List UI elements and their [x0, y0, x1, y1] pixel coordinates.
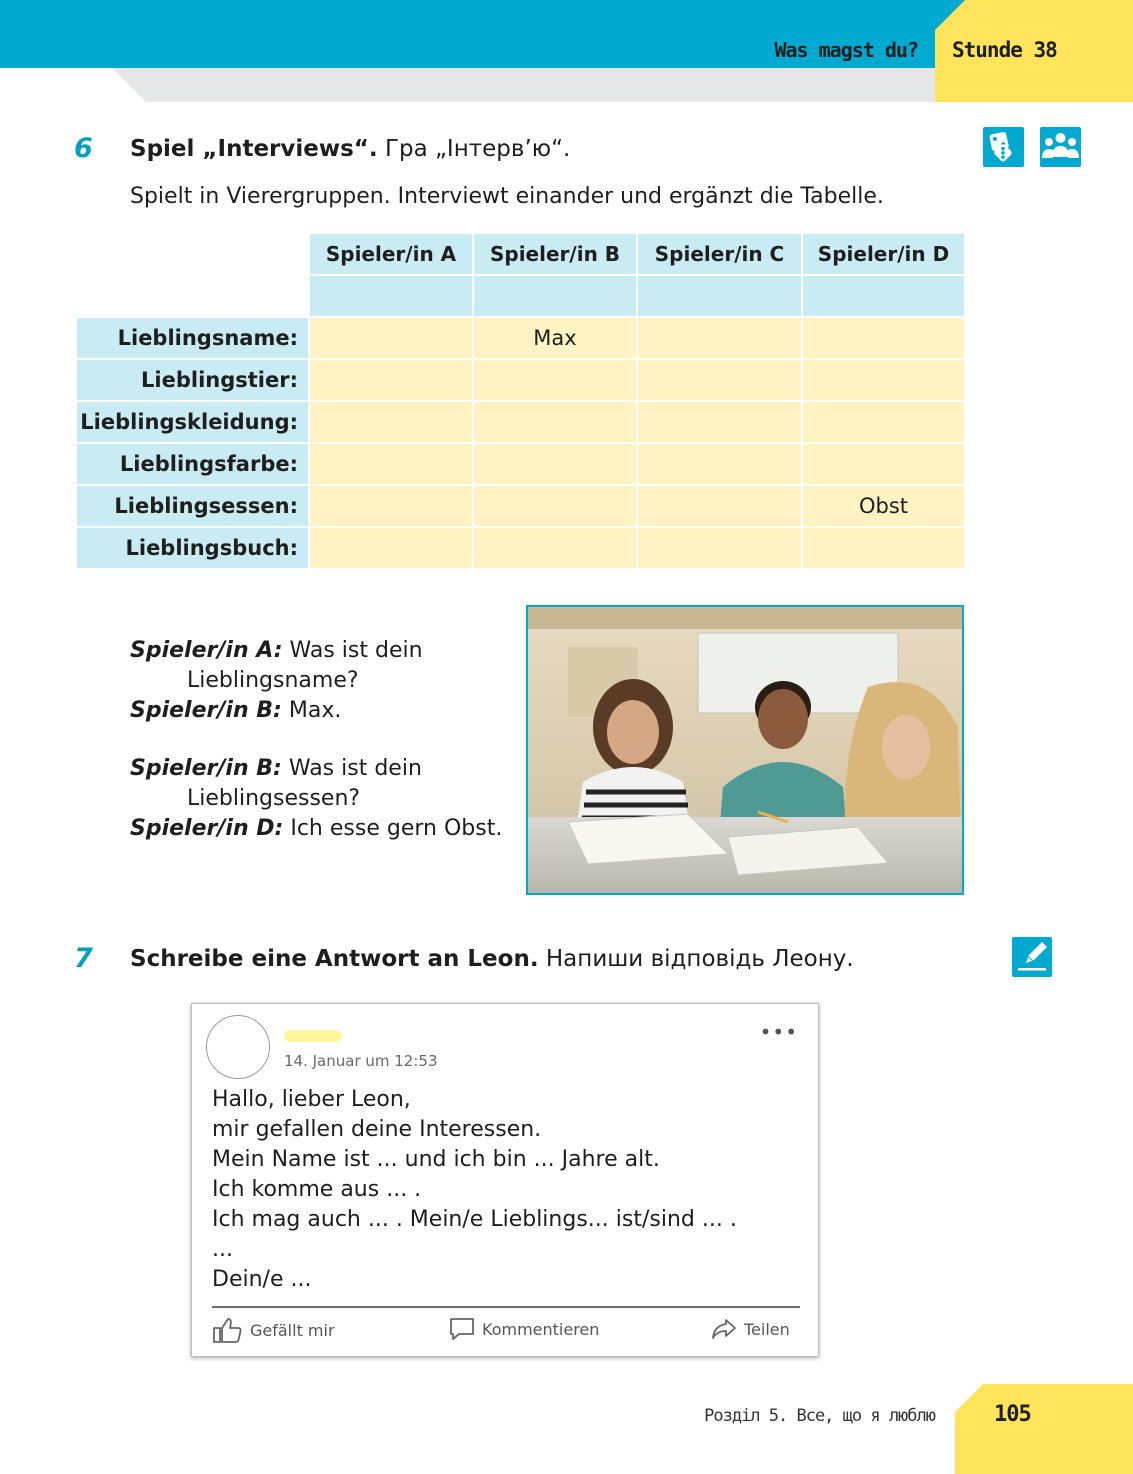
- dialog-speaker: Spieler/in D: [130, 816, 275, 841]
- table-row: [76, 485, 965, 527]
- answer-cell[interactable]: [802, 317, 965, 359]
- dialog-line: Spieler/in B: Was ist dein: [130, 756, 422, 781]
- table-corner: [76, 233, 309, 275]
- answer-cell[interactable]: [802, 527, 965, 569]
- dialog-speaker: Spieler/in B: [130, 698, 274, 723]
- pencil-icon: [1012, 937, 1052, 977]
- example-dialog: [130, 636, 502, 844]
- post-line: Ich komme aus ... .: [212, 1177, 422, 1202]
- post-divider: [212, 1306, 800, 1308]
- answer-cell[interactable]: [637, 527, 802, 569]
- player-name-cell[interactable]: [309, 275, 473, 317]
- column-header-player-a: Spieler/in A: [309, 233, 473, 275]
- group-icon: [1040, 127, 1081, 167]
- thumbs-up-icon: [212, 1316, 244, 1344]
- post-line: ...: [212, 1237, 233, 1262]
- share-icon: [710, 1316, 738, 1342]
- dialog-line: Spieler/in D: Ich esse gern Obst.: [130, 816, 503, 841]
- header-shadow-band: [112, 68, 935, 102]
- answer-cell[interactable]: [309, 443, 473, 485]
- player-name-cell[interactable]: [637, 275, 802, 317]
- player-name-row: [76, 275, 965, 317]
- like-button[interactable]: [212, 1316, 335, 1344]
- table-row: [76, 317, 965, 359]
- page-number: 105: [994, 1402, 1031, 1427]
- task-7-heading-translation: Напиши відповідь Леону.: [545, 946, 854, 972]
- column-header-player-b: Spieler/in B: [473, 233, 637, 275]
- answer-cell[interactable]: [309, 527, 473, 569]
- comment-button[interactable]: [448, 1316, 599, 1342]
- table-corner-blank: [76, 275, 309, 317]
- table-row: [76, 527, 965, 569]
- chapter-title: Розділ 5. Все, що я люблю: [704, 1406, 935, 1426]
- dialog-text: Was ist dein: [288, 756, 422, 781]
- dialog-continuation: Lieblingsname?: [187, 668, 359, 693]
- share-button[interactable]: [710, 1316, 790, 1342]
- task-6-heading: [130, 136, 570, 162]
- dialog-text: Ich esse gern Obst.: [290, 816, 503, 841]
- answer-cell[interactable]: [802, 401, 965, 443]
- row-label: Lieblingsname:: [76, 317, 309, 359]
- avatar: [206, 1015, 270, 1079]
- table-row: [76, 443, 965, 485]
- answer-cell[interactable]: Max: [473, 317, 637, 359]
- page-number-tab: [955, 1384, 1133, 1474]
- task-6-heading-translation: Гра „Інтерв’ю“.: [384, 136, 571, 162]
- post-body: [212, 1085, 737, 1295]
- answer-cell[interactable]: Obst: [802, 485, 965, 527]
- task-7-number: 7: [74, 943, 93, 974]
- comment-icon: [448, 1316, 476, 1342]
- answer-cell[interactable]: [309, 317, 473, 359]
- table-header-row: [76, 233, 965, 275]
- lesson-label: Stunde 38: [952, 38, 1057, 62]
- answer-cell[interactable]: [309, 485, 473, 527]
- dice-icon: [983, 127, 1024, 167]
- task-7-heading: [130, 946, 854, 972]
- row-label: Lieblingsfarbe:: [76, 443, 309, 485]
- column-header-player-c: Spieler/in C: [637, 233, 802, 275]
- answer-cell[interactable]: [637, 317, 802, 359]
- dialog-text: Max.: [288, 698, 342, 723]
- answer-cell[interactable]: [473, 443, 637, 485]
- post-line: Mein Name ist ... und ich bin ... Jahre alt.: [212, 1147, 660, 1172]
- answer-cell[interactable]: [473, 485, 637, 527]
- task-6-number: 6: [74, 133, 93, 164]
- row-label: Lieblingskleidung:: [76, 401, 309, 443]
- table-row: [76, 401, 965, 443]
- answer-cell[interactable]: [802, 359, 965, 401]
- table-row: [76, 359, 965, 401]
- like-label: Gefällt mir: [250, 1320, 335, 1340]
- answer-cell[interactable]: [637, 401, 802, 443]
- task-7-heading-german: Schreibe eine Antwort an Leon.: [130, 946, 539, 972]
- dialog-line: Spieler/in A: Was ist dein: [130, 638, 423, 663]
- classroom-photo: [526, 605, 964, 895]
- unit-title: Was magst du?: [774, 38, 918, 62]
- answer-cell[interactable]: [637, 443, 802, 485]
- task-6-heading-german: Spiel „Interviews“.: [130, 136, 378, 162]
- dialog-continuation: Lieblingsessen?: [187, 786, 361, 811]
- dialog-speaker: Spieler/in B: [130, 756, 274, 781]
- post-line: Ich mag auch ... . Mein/e Lieblings... ist/sind ... .: [212, 1207, 737, 1232]
- social-post: [191, 1003, 819, 1357]
- interview-table: [75, 232, 966, 570]
- task-6-instruction: Spielt in Vierergruppen. Interviewt einander und ergänzt die Tabelle.: [130, 184, 884, 209]
- player-name-cell[interactable]: [473, 275, 637, 317]
- answer-cell[interactable]: [637, 485, 802, 527]
- answer-cell[interactable]: [473, 527, 637, 569]
- post-line: Dein/e ...: [212, 1267, 312, 1292]
- column-header-player-d: Spieler/in D: [802, 233, 965, 275]
- answer-cell[interactable]: [473, 359, 637, 401]
- post-line: mir gefallen deine Interessen.: [212, 1117, 542, 1142]
- dialog-text: Was ist dein: [289, 638, 423, 663]
- player-name-cell[interactable]: [802, 275, 965, 317]
- row-label: Lieblingstier:: [76, 359, 309, 401]
- comment-label: Kommentieren: [482, 1319, 600, 1339]
- post-timestamp: 14. Januar um 12:53: [284, 1052, 438, 1070]
- dialog-speaker: Spieler/in A: [130, 638, 274, 663]
- answer-cell[interactable]: [309, 401, 473, 443]
- author-name-blurred: [284, 1030, 342, 1042]
- more-options-icon[interactable]: •••: [759, 1020, 798, 1044]
- share-label: Teilen: [744, 1319, 790, 1339]
- row-label: Lieblingsessen:: [76, 485, 309, 527]
- post-line: Hallo, lieber Leon,: [212, 1087, 411, 1112]
- dialog-line: Spieler/in B: Max.: [130, 698, 342, 723]
- answer-cell[interactable]: [802, 443, 965, 485]
- row-label: Lieblingsbuch:: [76, 527, 309, 569]
- answer-cell[interactable]: [309, 359, 473, 401]
- answer-cell[interactable]: [637, 359, 802, 401]
- answer-cell[interactable]: [473, 401, 637, 443]
